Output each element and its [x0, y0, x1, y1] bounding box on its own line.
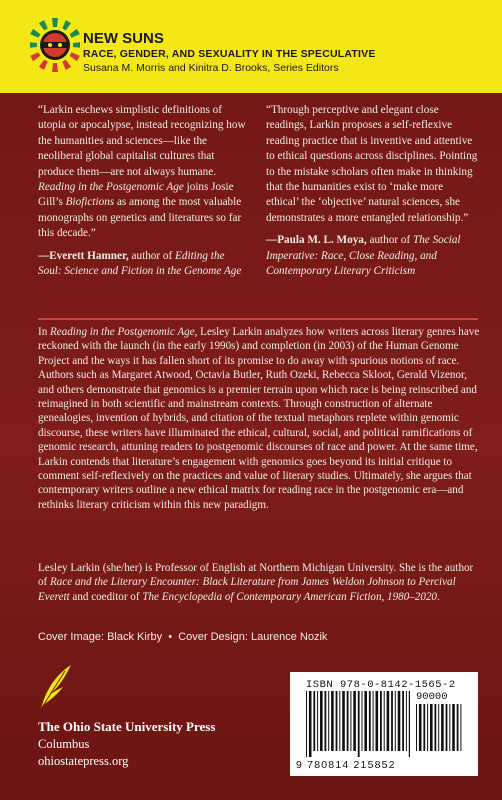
new-suns-logo-icon — [30, 15, 80, 81]
divider — [38, 318, 478, 320]
publisher-name: The Ohio State University Press — [38, 719, 216, 734]
price-barcode — [416, 704, 462, 757]
cover-design-credit: Cover Design: Laurence Nozik — [178, 631, 328, 643]
barcode — [290, 672, 478, 776]
book-description: In Reading in the Postgenomic Age, Lesley Larkin analyzes how writers across literary genres have reckoned with the launch (in the early 1990s) and completion (in 2003) of the Human Genome Project and the ways it has fallen short of its promise to do away with spurious notions of race. Authors such as Margaret Atwood, Octavia Butler, Ruth Ozeki, Rebecca Skloot, Gerald Vizenor, and others demonstrate that genomics is a premier terrain upon which race is being reinscribed and reimagined in both scientific and mainstream contexts. Through construction of alternate genealogies, invention of hybrids, and citation of the textual metaphors replete within genomic discourse, these writers have illuminated the ethical, cultural, social, and political ramifications of genomic research, attuning readers to postgenomic discourses of race and power. At the same time, Larkin contends that literature’s engagement with genomics goes beyond its initial critique to comment self-reflexively on the practices and value of literary studies. Ultimately, she argues that contemporary writers outline a new ethical matrix for reading race in the postgenomic era—and rethinks literary criticism within this new paradigm. — [38, 326, 480, 511]
blurb-moya — [266, 103, 478, 279]
ean-number: 9 780814 215852 — [296, 759, 396, 771]
ean-barcode — [306, 691, 410, 757]
blurb-hamner-attribution: —Everett Hamner, author of Editing the Soul: Science and Fiction in the Genome Age — [38, 249, 242, 278]
credit-separator: • — [168, 631, 173, 643]
cover-credits — [38, 631, 327, 643]
quill-feather-icon — [35, 663, 75, 711]
blurb-hamner — [38, 103, 250, 279]
blurb-hamner-text: “Larkin eschews simplistic definitions of utopia or apocalypse, instead recognizing how the humanities and sciences—like the neoliberal global capitalist cultures that produce them—are not always humane. Reading in the Postgenomic Age joins Josie Gill’s Biofictions as among the most valuable monographs on genetics and literatures so far this decade.” — [38, 104, 246, 240]
series-title: NEW SUNS — [83, 30, 164, 47]
publisher-website: ohiostatepress.org — [38, 754, 129, 768]
blurb-moya-text: “Through perceptive and elegant close readings, Larkin proposes a self-reflexive reading practice that is inventive and attentive to ethical questions across disciplines. Pointing to the mistake scholars often make in thinking that the humanities exist to ‘make more ethical’ the ‘objective’ natural sciences, she demonstrates a more entangled relationship.” — [266, 104, 478, 224]
cover-image-credit: Cover Image: Black Kirby — [38, 631, 163, 643]
author-bio: Lesley Larkin (she/her) is Professor of English at Northern Michigan University. She is the author of Race and the Literary Encounter: Black Literature from James Weldon Johnson to Percival Everett and coeditor of The Encyclopedia of Contemporary American Fiction, 1980–2020. — [38, 562, 474, 603]
publisher-city: Columbus — [38, 737, 90, 751]
blurb-moya-attribution: —Paula M. L. Moya, author of The Social Imperative: Race, Close Reading, and Contemporary Literary Criticism — [266, 234, 461, 278]
price-code: 90000 — [416, 691, 448, 703]
isbn-label: ISBN 978-0-8142-1565-2 — [306, 679, 456, 691]
series-subtitle: RACE, GENDER, AND SEXUALITY IN THE SPECULATIVE — [83, 48, 376, 60]
series-editors: Susana M. Morris and Kinitra D. Brooks, Series Editors — [83, 62, 339, 74]
